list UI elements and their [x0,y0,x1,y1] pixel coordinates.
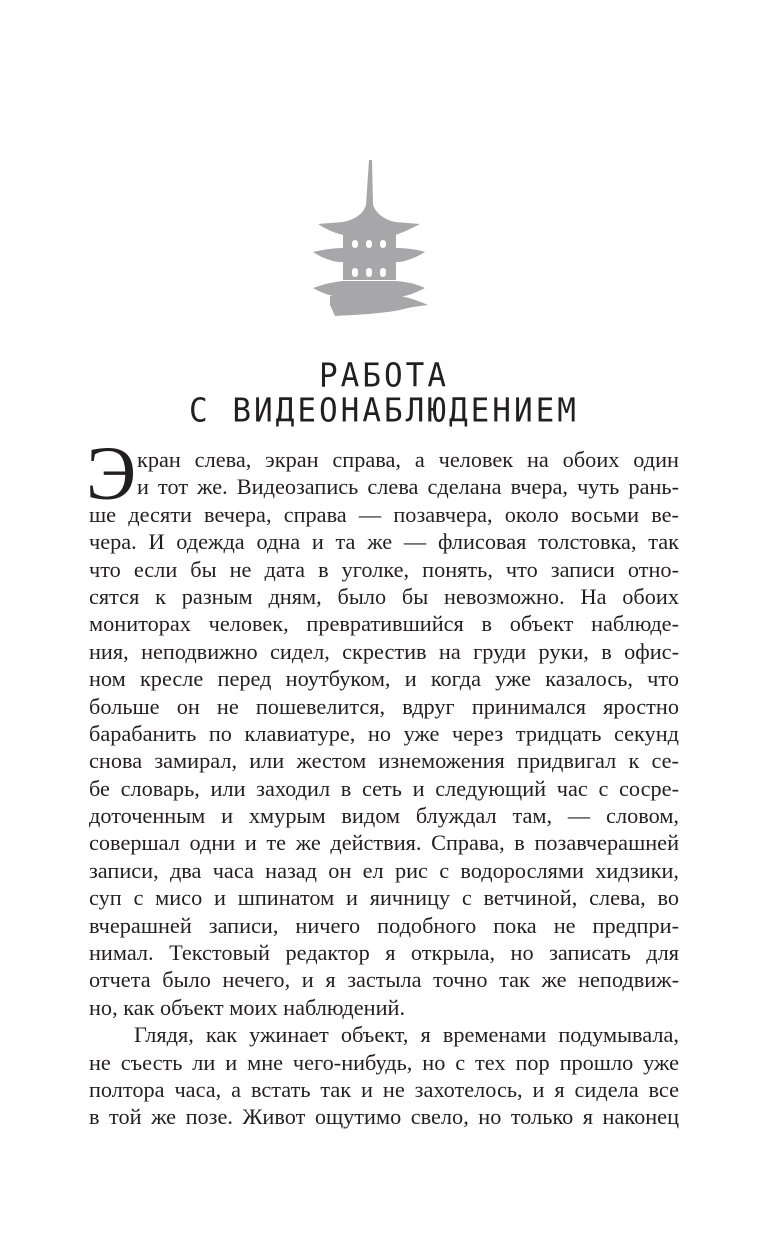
text-line: ном кресле перед ноутбуком, и когда уже казалось, что [89,666,679,692]
text-line: больше он не пошевелится, вдруг принимался яростно [89,693,679,719]
drop-cap: Э [86,432,137,516]
text-line: не съесть ли и мне чего-нибудь, но с тех пор прошло уже [89,1049,679,1075]
text-line: бе словарь, или заходил в сеть и следующий час с сосре- [89,775,679,801]
text-line: снова замирал, или жестом изнеможения придвигал к се- [89,748,679,774]
text-line: что если бы не дата в уголке, понять, что записи отно- [89,556,679,582]
text-line: суп с мисо и шпинатом и яичницу с ветчиной, слева, во [89,885,679,911]
text-line: нимал. Текстовый редактор я открыла, но записать для [89,940,679,966]
text-line: в той же позе. Живот ощутимо свело, но только я наконец [89,1104,679,1130]
text-line: барабанить по клавиатуре, но уже через тридцать секунд [89,720,679,746]
text-line: отчета было нечего, и я застыла точно так же неподвиж- [89,967,679,993]
text-line: мониторах человек, превратившийся в объект наблюде- [89,611,679,637]
text-line: доточенным и хмурым видом блуждал там, — словом, [89,803,679,829]
body-text [89,446,679,1131]
text-line: и тот же. Видеозапись слева сделана вчера, чуть рань- [137,474,679,500]
text-line: совершал одни и те же действия. Справа, в позавчерашней [89,830,679,856]
chapter-title-line-1: РАБОТА [319,357,449,395]
text-line: вчерашней записи, ничего подобного пока не предпри- [89,912,679,938]
text-line: но, как объект моих наблюдений. [89,994,406,1020]
text-line: кран слева, экран справа, а человек на обоих один [137,447,679,472]
text-line: записи, два часа назад он ел рис с водорослями хидзики, [89,857,679,883]
pagoda-icon [300,150,470,330]
text-line: Глядя, как ужинает объект, я временами подумывала, [134,1022,679,1048]
text-line: ния, неподвижно сидел, скрестив на груди руки, в офис- [89,638,679,664]
text-line: сятся к разным дням, было бы невозможно. На обоих [89,583,679,609]
text-line: чера. И одежда одна и та же — флисовая толстовка, так [89,529,679,555]
text-line: ше десяти вечера, справа — позавчера, около восьми ве- [89,501,679,527]
text-line: полтора часа, а встать так и не захотелось, и я сидела все [89,1076,679,1102]
chapter-title-line-2: С ВИДЕОНАБЛЮДЕНИЕМ [189,392,579,430]
